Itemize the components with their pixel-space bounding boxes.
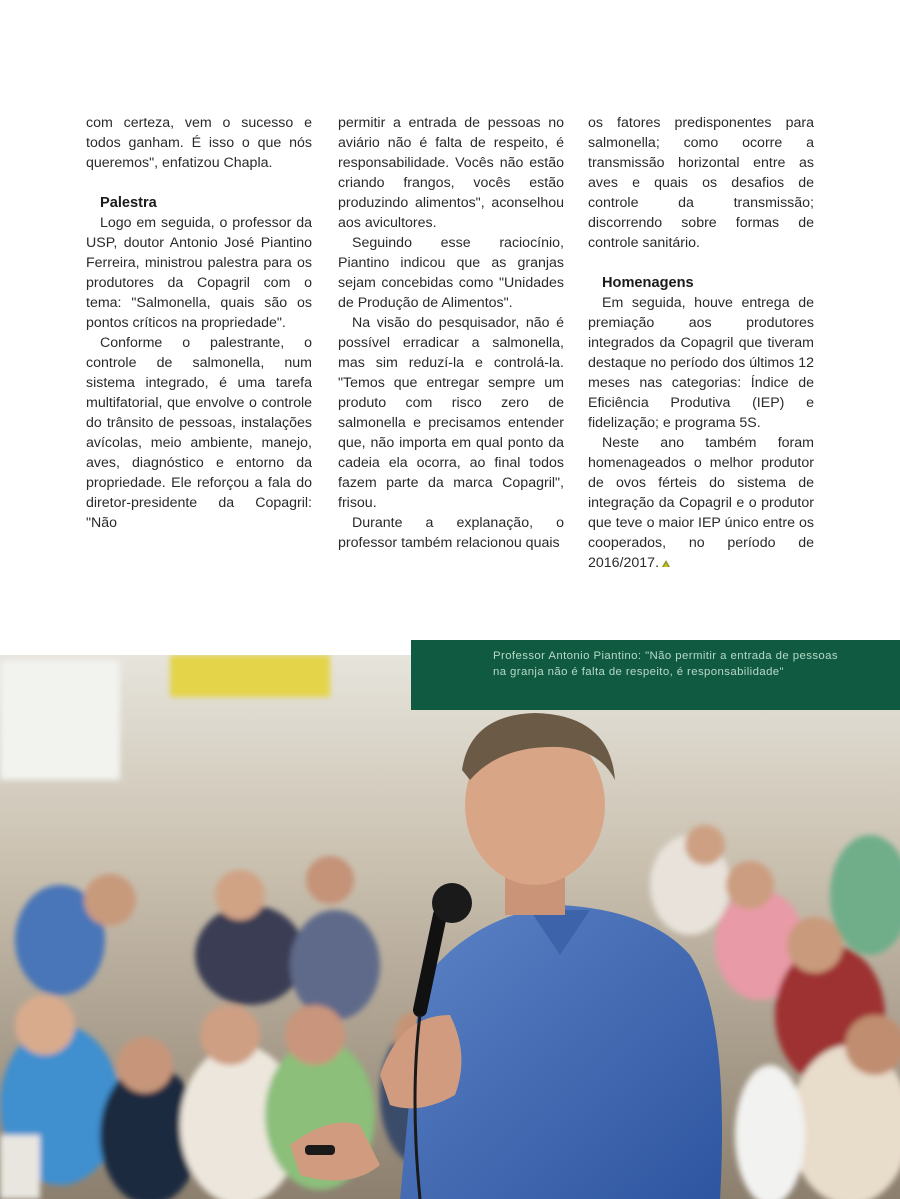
paragraph bbox=[588, 433, 814, 573]
paragraph: Logo em seguida, o professor da USP, doutor Antonio José Piantino Ferreira, ministrou palestra para os produtores da Copagril com o tema: "Salmonella, quais são os pontos críticos na propriedade". bbox=[86, 215, 312, 331]
article-end-icon bbox=[661, 558, 671, 568]
paragraph-text: Neste ano também foram homenageados o melhor produtor de ovos férteis do sistema de integração da Copagril e o produtor que teve o maior IEP único entre os cooperados, no período de 2016/2017. bbox=[588, 435, 814, 571]
paragraph: com certeza, vem o sucesso e todos ganham. É isso o que nós queremos", enfatizou Chapla. bbox=[86, 115, 312, 171]
audience-photo-illustration bbox=[0, 655, 900, 1199]
section-heading-homenagens: Homenagens bbox=[602, 275, 694, 291]
photo-caption: Professor Antonio Piantino: "Não permitir a entrada de pessoas na granja não é falta de respeito, é responsabilidade" bbox=[493, 650, 838, 678]
paragraph: Durante a explanação, o professor também relacionou quais bbox=[338, 515, 564, 551]
section-heading-palestra: Palestra bbox=[100, 195, 157, 211]
article-column-3 bbox=[588, 113, 814, 573]
photo-caption-box bbox=[411, 640, 900, 710]
paragraph: Seguindo esse raciocínio, Piantino indicou que as granjas sejam concebidas como "Unidades de Produção de Alimentos". bbox=[338, 235, 564, 311]
paragraph: Em seguida, houve entrega de premiação aos produtores integrados da Copagril que tiveram destaque no período dos últimos 12 meses nas categorias: Índice de Eficiência Produtiva (IEP) e fidelização; e programa 5S. bbox=[588, 295, 814, 431]
event-photo bbox=[0, 655, 900, 1199]
article-column-1 bbox=[86, 113, 312, 533]
paragraph: Conforme o palestrante, o controle de salmonella, num sistema integrado, é uma tarefa multifatorial, que envolve o controle do trânsito de pessoas, instalações avícolas, meio ambiente, manejo, aves, diagnóstico e entorno da propriedade. Ele reforçou a fala do diretor-presidente da Copagril: "Não bbox=[86, 335, 312, 531]
paragraph: os fatores predisponentes para salmonella; como ocorre a transmissão horizontal entre as aves e quais os desafios de controle da transmissão; discorrendo sobre formas de controle sanitário. bbox=[588, 115, 814, 251]
paragraph: permitir a entrada de pessoas no aviário não é falta de respeito, é responsabilidade. Vocês não estão criando frangos, vocês estão produzindo alimentos", aconselhou aos avicultores. bbox=[338, 115, 564, 231]
paragraph: Na visão do pesquisador, não é possível erradicar a salmonella, mas sim reduzí-la e controlá-la. "Temos que entregar sempre um produto com risco zero de salmonella e precisamos entender que, não importa em qual ponto da cadeia ela ocorra, ao final todos fazem parte da marca Copagril", frisou. bbox=[338, 315, 564, 511]
article-column-2 bbox=[338, 113, 564, 553]
